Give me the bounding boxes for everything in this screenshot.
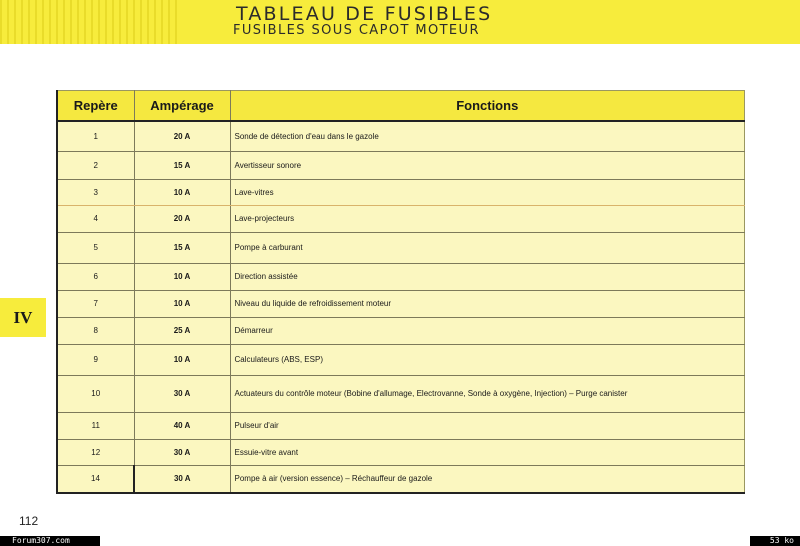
fuse-table	[56, 90, 745, 494]
table-row	[57, 344, 745, 375]
cell-amperage: 10 A	[134, 344, 230, 375]
cell-repere: 5	[57, 232, 134, 263]
table-row	[57, 465, 745, 493]
cell-amperage: 10 A	[134, 263, 230, 290]
cell-repere: 14	[57, 465, 134, 493]
table-row	[57, 375, 745, 412]
cell-repere: 11	[57, 412, 134, 439]
cell-repere: 10	[57, 375, 134, 412]
cell-amperage: 40 A	[134, 412, 230, 439]
cell-fonction: Direction assistée	[230, 263, 745, 290]
column-header-fonctions: Fonctions	[230, 91, 745, 122]
cell-fonction: Essuie-vitre avant	[230, 439, 745, 465]
column-header-amperage: Ampérage	[134, 91, 230, 122]
cell-fonction: Niveau du liquide de refroidissement moteur	[230, 290, 745, 317]
cell-fonction: Calculateurs (ABS, ESP)	[230, 344, 745, 375]
cell-amperage: 25 A	[134, 317, 230, 344]
cell-amperage: 30 A	[134, 465, 230, 493]
cell-fonction: Lave-vitres	[230, 179, 745, 205]
table-row	[57, 412, 745, 439]
cell-amperage: 10 A	[134, 179, 230, 205]
cell-repere: 12	[57, 439, 134, 465]
table-row	[57, 179, 745, 205]
column-header-repere: Repère	[57, 91, 134, 122]
cell-repere: 9	[57, 344, 134, 375]
page-title: TABLEAU DE FUSIBLES	[236, 3, 493, 25]
table-row	[57, 232, 745, 263]
cell-fonction: Pompe à carburant	[230, 232, 745, 263]
cell-fonction: Avertisseur sonore	[230, 151, 745, 179]
header-stripe-decoration	[0, 0, 180, 44]
cell-amperage: 30 A	[134, 439, 230, 465]
cell-repere: 3	[57, 179, 134, 205]
page-number: 112	[19, 514, 39, 528]
table-row	[57, 317, 745, 344]
table-row	[57, 205, 745, 232]
cell-fonction: Pulseur d'air	[230, 412, 745, 439]
cell-amperage: 30 A	[134, 375, 230, 412]
cell-fonction: Actuateurs du contrôle moteur (Bobine d'allumage, Electrovanne, Sonde à oxygène, Injection) – Purge canister	[230, 375, 745, 412]
table-header-row	[57, 91, 745, 122]
cell-fonction: Pompe à air (version essence) – Réchauffeur de gazole	[230, 465, 745, 493]
footer-watermark-left: Forum307.com	[0, 536, 100, 546]
cell-amperage: 10 A	[134, 290, 230, 317]
cell-repere: 1	[57, 121, 134, 151]
table-row	[57, 439, 745, 465]
cell-fonction: Lave-projecteurs	[230, 205, 745, 232]
cell-repere: 6	[57, 263, 134, 290]
table-row	[57, 121, 745, 151]
table-row	[57, 151, 745, 179]
table-row	[57, 263, 745, 290]
cell-repere: 7	[57, 290, 134, 317]
footer-file-size: 53 ko	[750, 536, 800, 546]
page-subtitle: FUSIBLES SOUS CAPOT MOTEUR	[233, 23, 480, 38]
cell-amperage: 15 A	[134, 151, 230, 179]
cell-amperage: 20 A	[134, 205, 230, 232]
cell-repere: 2	[57, 151, 134, 179]
cell-repere: 4	[57, 205, 134, 232]
cell-amperage: 15 A	[134, 232, 230, 263]
cell-fonction: Sonde de détection d'eau dans le gazole	[230, 121, 745, 151]
cell-repere: 8	[57, 317, 134, 344]
chapter-tab: IV	[0, 298, 46, 337]
table-row	[57, 290, 745, 317]
cell-fonction: Démarreur	[230, 317, 745, 344]
cell-amperage: 20 A	[134, 121, 230, 151]
